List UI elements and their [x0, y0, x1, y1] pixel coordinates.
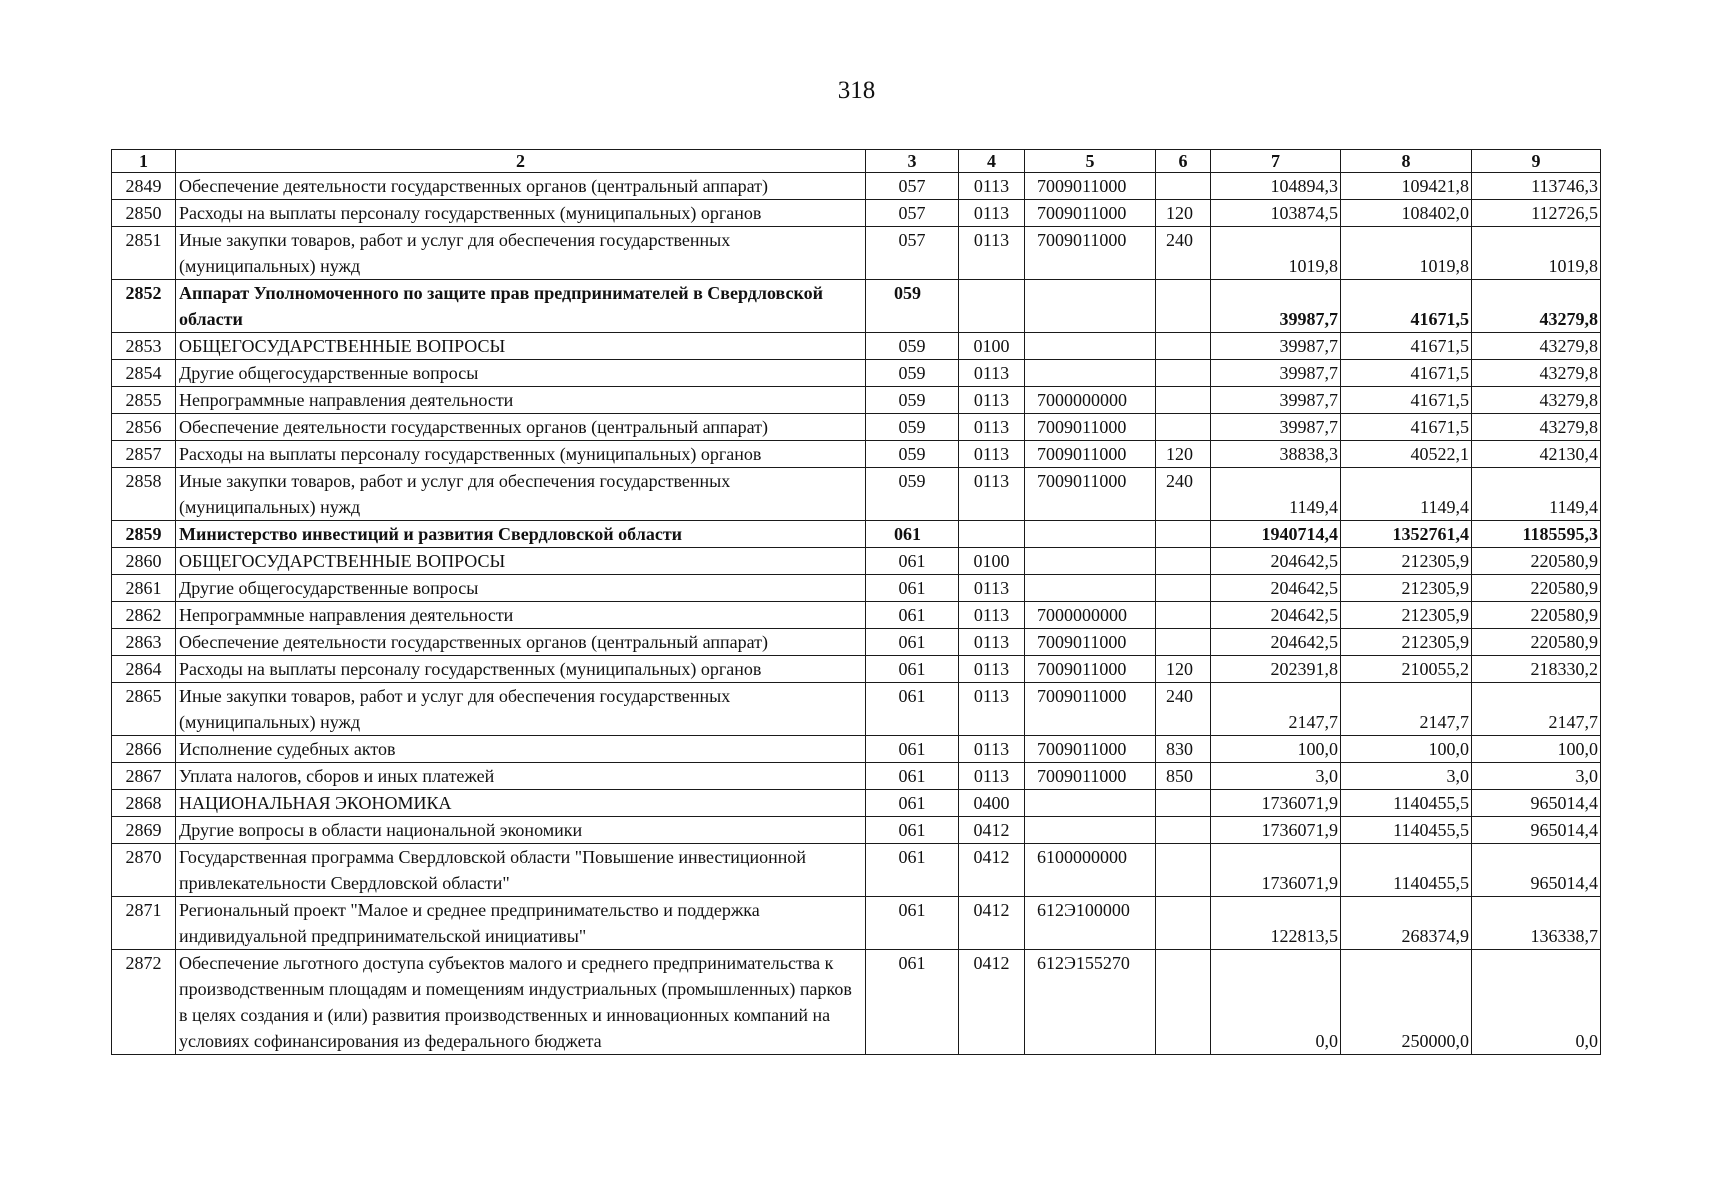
target-article-cell: 7009011000	[1025, 763, 1156, 790]
row-number-cell: 2853	[112, 333, 176, 360]
amount-year3-cell: 220580,9	[1472, 548, 1601, 575]
target-article-cell: 7000000000	[1025, 602, 1156, 629]
amount-year2-cell: 1149,4	[1341, 468, 1472, 521]
amount-year3-cell: 43279,8	[1472, 333, 1601, 360]
table-row	[112, 548, 1601, 575]
target-article-cell: 612Э155270	[1025, 950, 1156, 1055]
amount-year1-cell: 39987,7	[1211, 280, 1341, 333]
row-number-cell: 2849	[112, 173, 176, 200]
row-number-cell: 2850	[112, 200, 176, 227]
table-row	[112, 575, 1601, 602]
row-number-cell: 2861	[112, 575, 176, 602]
ministry-code-cell: 057	[866, 200, 959, 227]
section-code-cell: 0113	[959, 736, 1025, 763]
section-code-cell: 0113	[959, 200, 1025, 227]
section-code-cell: 0113	[959, 683, 1025, 736]
row-name-cell: Обеспечение деятельности государственных органов (центральный аппарат)	[176, 414, 866, 441]
amount-year3-cell: 218330,2	[1472, 656, 1601, 683]
ministry-code-cell: 059	[866, 414, 959, 441]
expense-type-cell	[1156, 602, 1211, 629]
amount-year2-cell: 1140455,5	[1341, 817, 1472, 844]
target-article-cell	[1025, 280, 1156, 333]
amount-year1-cell: 202391,8	[1211, 656, 1341, 683]
amount-year3-cell: 100,0	[1472, 736, 1601, 763]
row-number-cell: 2859	[112, 521, 176, 548]
amount-year2-cell: 108402,0	[1341, 200, 1472, 227]
target-article-cell	[1025, 817, 1156, 844]
ministry-code-cell: 061	[866, 950, 959, 1055]
section-code-cell: 0113	[959, 575, 1025, 602]
target-article-cell	[1025, 521, 1156, 548]
amount-year1-cell: 204642,5	[1211, 548, 1341, 575]
row-name-cell: ОБЩЕГОСУДАРСТВЕННЫЕ ВОПРОСЫ	[176, 548, 866, 575]
amount-year2-cell: 212305,9	[1341, 548, 1472, 575]
amount-year1-cell: 38838,3	[1211, 441, 1341, 468]
amount-year3-cell: 220580,9	[1472, 629, 1601, 656]
target-article-cell	[1025, 333, 1156, 360]
section-code-cell: 0100	[959, 548, 1025, 575]
ministry-code-cell: 061	[866, 629, 959, 656]
expense-type-cell: 850	[1156, 763, 1211, 790]
table-row	[112, 387, 1601, 414]
expense-type-cell	[1156, 844, 1211, 897]
row-number-cell: 2856	[112, 414, 176, 441]
section-code-cell: 0113	[959, 629, 1025, 656]
ministry-code-cell: 061	[866, 763, 959, 790]
page-number: 318	[837, 77, 876, 104]
expense-type-cell	[1156, 387, 1211, 414]
amount-year3-cell: 113746,3	[1472, 173, 1601, 200]
table-row	[112, 521, 1601, 548]
expense-type-cell	[1156, 280, 1211, 333]
ministry-code-cell: 061	[866, 656, 959, 683]
section-code-cell: 0113	[959, 763, 1025, 790]
section-code-cell: 0113	[959, 414, 1025, 441]
expense-type-cell: 120	[1156, 441, 1211, 468]
table-row	[112, 227, 1601, 280]
row-name-cell: Другие общегосударственные вопросы	[176, 575, 866, 602]
row-name-cell: ОБЩЕГОСУДАРСТВЕННЫЕ ВОПРОСЫ	[176, 333, 866, 360]
expense-type-cell	[1156, 548, 1211, 575]
expense-type-cell	[1156, 333, 1211, 360]
header-cell: 8	[1341, 150, 1472, 173]
row-number-cell: 2872	[112, 950, 176, 1055]
target-article-cell: 7009011000	[1025, 656, 1156, 683]
header-cell: 5	[1025, 150, 1156, 173]
row-number-cell: 2858	[112, 468, 176, 521]
amount-year3-cell: 43279,8	[1472, 360, 1601, 387]
target-article-cell	[1025, 790, 1156, 817]
amount-year2-cell: 41671,5	[1341, 360, 1472, 387]
row-name-cell: Обеспечение деятельности государственных органов (центральный аппарат)	[176, 629, 866, 656]
amount-year3-cell: 2147,7	[1472, 683, 1601, 736]
amount-year2-cell: 1019,8	[1341, 227, 1472, 280]
expense-type-cell	[1156, 173, 1211, 200]
ministry-code-cell: 057	[866, 227, 959, 280]
table-row	[112, 790, 1601, 817]
ministry-code-cell: 059	[866, 387, 959, 414]
amount-year3-cell: 0,0	[1472, 950, 1601, 1055]
expense-type-cell	[1156, 897, 1211, 950]
amount-year2-cell: 212305,9	[1341, 629, 1472, 656]
table-row	[112, 763, 1601, 790]
target-article-cell: 7009011000	[1025, 227, 1156, 280]
table-row	[112, 280, 1601, 333]
amount-year1-cell: 39987,7	[1211, 387, 1341, 414]
amount-year3-cell: 136338,7	[1472, 897, 1601, 950]
amount-year1-cell: 204642,5	[1211, 602, 1341, 629]
header-cell: 9	[1472, 150, 1601, 173]
table-row	[112, 360, 1601, 387]
amount-year3-cell: 43279,8	[1472, 414, 1601, 441]
amount-year2-cell: 3,0	[1341, 763, 1472, 790]
ministry-code-cell: 059	[866, 360, 959, 387]
row-number-cell: 2854	[112, 360, 176, 387]
expense-type-cell: 830	[1156, 736, 1211, 763]
amount-year2-cell: 100,0	[1341, 736, 1472, 763]
amount-year3-cell: 965014,4	[1472, 844, 1601, 897]
ministry-code-cell: 059	[866, 333, 959, 360]
row-number-cell: 2857	[112, 441, 176, 468]
expense-type-cell	[1156, 521, 1211, 548]
row-name-cell: Уплата налогов, сборов и иных платежей	[176, 763, 866, 790]
amount-year2-cell: 268374,9	[1341, 897, 1472, 950]
amount-year2-cell: 109421,8	[1341, 173, 1472, 200]
table-row	[112, 897, 1601, 950]
expense-type-cell: 240	[1156, 683, 1211, 736]
target-article-cell	[1025, 360, 1156, 387]
amount-year2-cell: 1352761,4	[1341, 521, 1472, 548]
amount-year2-cell: 41671,5	[1341, 333, 1472, 360]
row-number-cell: 2855	[112, 387, 176, 414]
table-row	[112, 602, 1601, 629]
row-name-cell: Аппарат Уполномоченного по защите прав предпринимателей в Свердловской области	[176, 280, 866, 333]
amount-year1-cell: 3,0	[1211, 763, 1341, 790]
amount-year2-cell: 250000,0	[1341, 950, 1472, 1055]
section-code-cell: 0412	[959, 817, 1025, 844]
section-code-cell: 0113	[959, 173, 1025, 200]
amount-year3-cell: 965014,4	[1472, 790, 1601, 817]
row-number-cell: 2865	[112, 683, 176, 736]
amount-year1-cell: 39987,7	[1211, 414, 1341, 441]
ministry-code-cell: 061	[866, 736, 959, 763]
target-article-cell: 7009011000	[1025, 441, 1156, 468]
amount-year1-cell: 1149,4	[1211, 468, 1341, 521]
section-code-cell	[959, 521, 1025, 548]
row-number-cell: 2851	[112, 227, 176, 280]
amount-year2-cell: 40522,1	[1341, 441, 1472, 468]
row-number-cell: 2868	[112, 790, 176, 817]
amount-year1-cell: 1940714,4	[1211, 521, 1341, 548]
amount-year2-cell: 41671,5	[1341, 280, 1472, 333]
section-code-cell: 0113	[959, 656, 1025, 683]
table-row	[112, 173, 1601, 200]
section-code-cell: 0113	[959, 387, 1025, 414]
row-name-cell: Непрограммные направления деятельности	[176, 602, 866, 629]
row-name-cell: Расходы на выплаты персоналу государственных (муниципальных) органов	[176, 200, 866, 227]
amount-year1-cell: 122813,5	[1211, 897, 1341, 950]
ministry-code-cell: 061	[866, 897, 959, 950]
target-article-cell: 7009011000	[1025, 173, 1156, 200]
row-number-cell: 2866	[112, 736, 176, 763]
ministry-code-cell: 059	[866, 441, 959, 468]
table-row	[112, 629, 1601, 656]
row-number-cell: 2852	[112, 280, 176, 333]
section-code-cell: 0113	[959, 441, 1025, 468]
amount-year2-cell: 41671,5	[1341, 387, 1472, 414]
row-name-cell: Обеспечение льготного доступа субъектов малого и среднего предпринимательства к производственным площадям и помещениям индустриальных (промышленных) парков в целях создания и (или) развития производственных и инновационных компаний на условиях софинансирования из федерального бюджета	[176, 950, 866, 1055]
section-code-cell: 0113	[959, 468, 1025, 521]
row-number-cell: 2870	[112, 844, 176, 897]
amount-year3-cell: 965014,4	[1472, 817, 1601, 844]
amount-year3-cell: 43279,8	[1472, 387, 1601, 414]
row-number-cell: 2871	[112, 897, 176, 950]
ministry-code-cell: 059	[866, 468, 959, 521]
row-name-cell: Обеспечение деятельности государственных органов (центральный аппарат)	[176, 173, 866, 200]
header-cell: 7	[1211, 150, 1341, 173]
table-row	[112, 844, 1601, 897]
header-cell: 1	[112, 150, 176, 173]
header-cell: 2	[176, 150, 866, 173]
amount-year1-cell: 39987,7	[1211, 333, 1341, 360]
table-row	[112, 468, 1601, 521]
row-number-cell: 2863	[112, 629, 176, 656]
row-name-cell: Государственная программа Свердловской области "Повышение инвестиционной привлекательности Свердловской области"	[176, 844, 866, 897]
table-row	[112, 950, 1601, 1055]
table-row	[112, 683, 1601, 736]
section-code-cell: 0100	[959, 333, 1025, 360]
target-article-cell: 612Э100000	[1025, 897, 1156, 950]
amount-year3-cell: 3,0	[1472, 763, 1601, 790]
row-name-cell: Непрограммные направления деятельности	[176, 387, 866, 414]
row-number-cell: 2867	[112, 763, 176, 790]
header-cell: 4	[959, 150, 1025, 173]
row-name-cell: Исполнение судебных актов	[176, 736, 866, 763]
amount-year2-cell: 212305,9	[1341, 575, 1472, 602]
section-code-cell: 0400	[959, 790, 1025, 817]
row-name-cell: Иные закупки товаров, работ и услуг для обеспечения государственных (муниципальных) нужд	[176, 227, 866, 280]
amount-year1-cell: 1736071,9	[1211, 844, 1341, 897]
row-name-cell: Другие вопросы в области национальной экономики	[176, 817, 866, 844]
target-article-cell: 7009011000	[1025, 200, 1156, 227]
amount-year1-cell: 1736071,9	[1211, 790, 1341, 817]
ministry-code-cell: 061	[866, 521, 959, 548]
target-article-cell	[1025, 548, 1156, 575]
ministry-code-cell: 061	[866, 817, 959, 844]
ministry-code-cell: 061	[866, 683, 959, 736]
amount-year3-cell: 43279,8	[1472, 280, 1601, 333]
row-name-cell: НАЦИОНАЛЬНАЯ ЭКОНОМИКА	[176, 790, 866, 817]
row-number-cell: 2869	[112, 817, 176, 844]
target-article-cell: 7009011000	[1025, 414, 1156, 441]
amount-year2-cell: 210055,2	[1341, 656, 1472, 683]
expense-type-cell: 240	[1156, 468, 1211, 521]
target-article-cell: 7009011000	[1025, 468, 1156, 521]
amount-year3-cell: 112726,5	[1472, 200, 1601, 227]
header-cell: 3	[866, 150, 959, 173]
ministry-code-cell: 061	[866, 602, 959, 629]
row-name-cell: Другие общегосударственные вопросы	[176, 360, 866, 387]
expense-type-cell	[1156, 575, 1211, 602]
target-article-cell: 7009011000	[1025, 683, 1156, 736]
expense-type-cell	[1156, 950, 1211, 1055]
amount-year1-cell: 0,0	[1211, 950, 1341, 1055]
amount-year3-cell: 42130,4	[1472, 441, 1601, 468]
expense-type-cell	[1156, 360, 1211, 387]
target-article-cell: 7009011000	[1025, 736, 1156, 763]
ministry-code-cell: 057	[866, 173, 959, 200]
ministry-code-cell: 061	[866, 790, 959, 817]
amount-year1-cell: 204642,5	[1211, 629, 1341, 656]
expense-type-cell	[1156, 414, 1211, 441]
section-code-cell: 0412	[959, 950, 1025, 1055]
section-code-cell: 0113	[959, 602, 1025, 629]
amount-year3-cell: 220580,9	[1472, 602, 1601, 629]
amount-year3-cell: 1185595,3	[1472, 521, 1601, 548]
table-row	[112, 817, 1601, 844]
row-name-cell: Расходы на выплаты персоналу государственных (муниципальных) органов	[176, 441, 866, 468]
table-row	[112, 441, 1601, 468]
section-code-cell	[959, 280, 1025, 333]
table-header-row	[112, 150, 1601, 173]
row-name-cell: Региональный проект "Малое и среднее предпринимательство и поддержка индивидуальной предпринимательской инициативы"	[176, 897, 866, 950]
amount-year2-cell: 41671,5	[1341, 414, 1472, 441]
section-code-cell: 0412	[959, 897, 1025, 950]
section-code-cell: 0113	[959, 227, 1025, 280]
expense-type-cell: 120	[1156, 656, 1211, 683]
target-article-cell: 6100000000	[1025, 844, 1156, 897]
expense-type-cell: 120	[1156, 200, 1211, 227]
table-row	[112, 656, 1601, 683]
table-row	[112, 200, 1601, 227]
row-name-cell: Иные закупки товаров, работ и услуг для обеспечения государственных (муниципальных) нужд	[176, 683, 866, 736]
amount-year2-cell: 212305,9	[1341, 602, 1472, 629]
amount-year1-cell: 1736071,9	[1211, 817, 1341, 844]
header-cell: 6	[1156, 150, 1211, 173]
target-article-cell: 7000000000	[1025, 387, 1156, 414]
amount-year3-cell: 220580,9	[1472, 575, 1601, 602]
target-article-cell	[1025, 575, 1156, 602]
amount-year2-cell: 2147,7	[1341, 683, 1472, 736]
expense-type-cell	[1156, 790, 1211, 817]
ministry-code-cell: 059	[866, 280, 959, 333]
row-name-cell: Министерство инвестиций и развития Свердловской области	[176, 521, 866, 548]
row-number-cell: 2860	[112, 548, 176, 575]
section-code-cell: 0412	[959, 844, 1025, 897]
expense-type-cell: 240	[1156, 227, 1211, 280]
target-article-cell: 7009011000	[1025, 629, 1156, 656]
table-row	[112, 736, 1601, 763]
amount-year1-cell: 103874,5	[1211, 200, 1341, 227]
amount-year2-cell: 1140455,5	[1341, 790, 1472, 817]
table-row	[112, 333, 1601, 360]
row-name-cell: Иные закупки товаров, работ и услуг для обеспечения государственных (муниципальных) нужд	[176, 468, 866, 521]
ministry-code-cell: 061	[866, 844, 959, 897]
row-number-cell: 2862	[112, 602, 176, 629]
amount-year3-cell: 1019,8	[1472, 227, 1601, 280]
budget-table	[111, 149, 1601, 1055]
amount-year1-cell: 100,0	[1211, 736, 1341, 763]
table-row	[112, 414, 1601, 441]
amount-year1-cell: 39987,7	[1211, 360, 1341, 387]
amount-year1-cell: 104894,3	[1211, 173, 1341, 200]
expense-type-cell	[1156, 629, 1211, 656]
row-name-cell: Расходы на выплаты персоналу государственных (муниципальных) органов	[176, 656, 866, 683]
ministry-code-cell: 061	[866, 575, 959, 602]
amount-year1-cell: 1019,8	[1211, 227, 1341, 280]
amount-year2-cell: 1140455,5	[1341, 844, 1472, 897]
row-number-cell: 2864	[112, 656, 176, 683]
ministry-code-cell: 061	[866, 548, 959, 575]
expense-type-cell	[1156, 817, 1211, 844]
amount-year3-cell: 1149,4	[1472, 468, 1601, 521]
amount-year1-cell: 2147,7	[1211, 683, 1341, 736]
amount-year1-cell: 204642,5	[1211, 575, 1341, 602]
section-code-cell: 0113	[959, 360, 1025, 387]
